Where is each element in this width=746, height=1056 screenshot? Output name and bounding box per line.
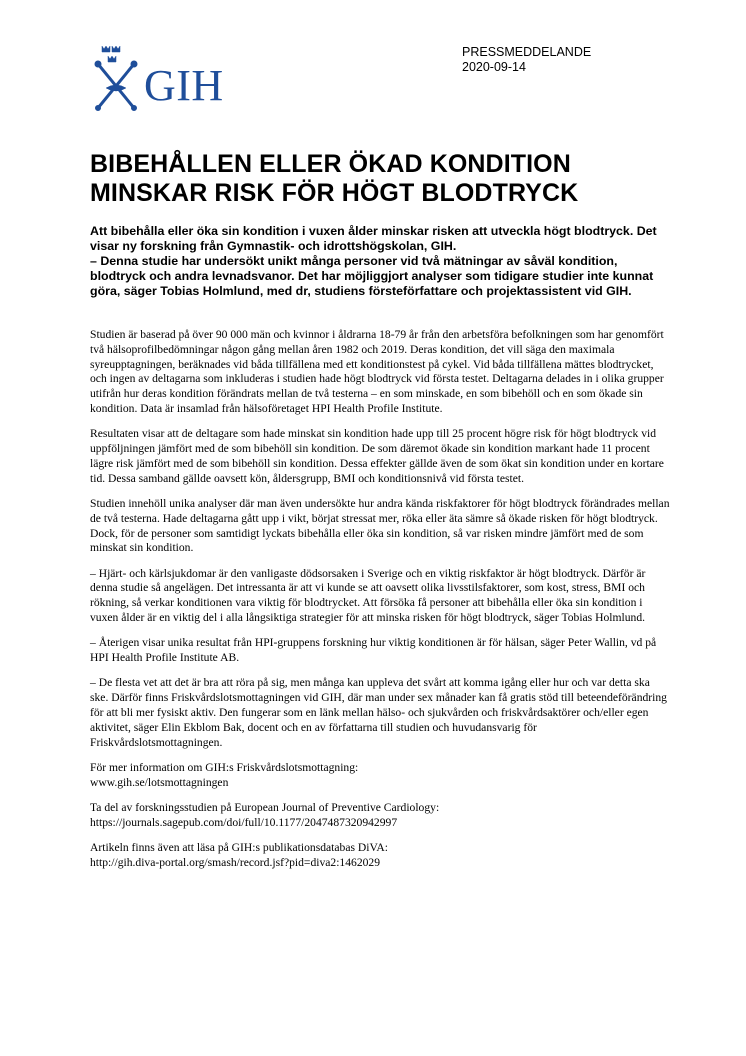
lead-text-1: Att bibehålla eller öka sin kondition i vuxen ålder minskar risken att utveckla högt blodtryck. Det visar ny forskning från Gymnastik- och idrottshögskolan, GIH. bbox=[90, 224, 657, 254]
body-paragraph-2: Resultaten visar att de deltagare som hade minskat sin kondition hade upp till 25 procent högre risk för högt blodtryck vid uppföljningen jämfört med de som bibehöll sin kondition. De som däremot ökade sin kondition markant hade 11 procent lägre risk jämfört med de som bibehöll sin kondition. Dessa effekter gällde även de som ökat sin kondition under en kortare tid. Dessa samband gällde oavsett kön, åldersgrupp, BMI och konditionsnivå vid första testet. bbox=[90, 427, 664, 485]
info-lotsmottagning bbox=[90, 761, 670, 791]
quote-ekblom-bak: – De flesta vet att det är bra att röra på sig, men många kan uppleva det svårt att komma igång eller hur och var detta ska ske. Därför finns Friskvårdslotsmottagningen vid GIH, där man under sex månader kan få gratis stöd till beteendeförändring för att bli mer fysiskt aktiv. Den fungerar som en länk mellan hälso- och sjukvården och friskvårdsaktörer och/eller egen aktivitet, säger Elin Ekblom Bak, docent och en av författarna till studien och huvudansvarig för Friskvårdslotsmottagningen. bbox=[90, 676, 667, 749]
body-paragraph-3: Studien innehöll unika analyser där man även undersökte hur andra kända riskfaktorer för högt blodtryck förändrades mellan de två testerna. Hade deltagarna gått upp i vikt, börjat stressat mer, röka eller äta sämre så ökade risken för högt blodtryck. Dock, för de personer som samtidigt lyckats bibehålla eller öka sin kondition, så var risken mindre jämfört med de som minskat sin kondition. bbox=[90, 496, 670, 555]
quote-holmlund: – Hjärt- och kärlsjukdomar är den vanligaste dödsorsaken i Sverige och en viktig riskfaktor är högt blodtryck. Därför är denna studie så angelägen. Det intressanta är att vi kunde se att oavsett olika livsstilsfaktorer, som kost, stress, BMI och rökning, så verkar konditionen vara viktig för blodtrycket. Att försöka få personer att bibehålla eller öka sin kondition i vuxen ålder är en viktig del i alla långsiktiga strategier för att minska risken för högt blodtryck, säger Tobias Holmlund. bbox=[90, 566, 646, 625]
diva-link[interactable]: http://gih.diva-portal.org/smash/record.jsf?pid=diva2:1462029 bbox=[90, 855, 381, 869]
info-lotsmottagning-text: För mer information om GIH:s Friskvårdslotsmottagning: bbox=[90, 760, 359, 774]
headline bbox=[90, 150, 690, 208]
body-paragraph-1: Studien är baserad på över 90 000 män och kvinnor i åldrarna 18-79 år från den arbetsföra befolkningen som har genomfört två hälsoprofilbedömningar någon gång mellan åren 1982 och 2019. Deras kondition, det vill säga den maximala syreupptagningen, beräknades vid båda tillfällena med ett konditionstest på cykel. Vid båda tillfällena mättes blodtrycket, och ingen av deltagarna som inkluderas i studien hade högt blodtryck vid första testet. Deltagarna delades in i olika grupper utifrån hur deras kondition förändrats mellan de två testerna – en som minskade, en som bibehöll och en som ökade sin kondition. Data är insamlad från hälsoföretaget HPI Health Profile Institute. bbox=[90, 328, 664, 415]
gih-logo bbox=[92, 42, 252, 114]
doc-type: PRESSMEDDELANDE bbox=[462, 45, 592, 59]
info-study-text: Ta del av forskningsstudien på European Journal of Preventive Cardiology: bbox=[90, 801, 440, 815]
press-release-header bbox=[462, 45, 591, 75]
crossed-batons-three-crowns-icon bbox=[92, 42, 144, 114]
lotsmottagning-link[interactable]: www.gih.se/lotsmottagningen bbox=[90, 775, 229, 789]
body-text bbox=[90, 328, 670, 871]
lead-text-2: – Denna studie har undersökt unikt många personer vid två mätningar av såväl kondition, blodtryck och andra levnadsvanor. Det har möjliggjort analyser som tidigare studier inte kunnat göra, säger Tobias Holmlund, med dr, studiens försteförfattare och projektassistent vid GIH. bbox=[90, 254, 654, 299]
release-date: 2020-09-14 bbox=[462, 60, 526, 74]
quote-wallin: – Återigen visar unika resultat från HPI-gruppens forskning hur viktig konditionen är för hälsan, säger Peter Wallin, vd på HPI Health Profile Institute AB. bbox=[90, 636, 657, 665]
info-study bbox=[90, 801, 670, 831]
study-link[interactable]: https://journals.sagepub.com/doi/full/10.1177/2047487320942997 bbox=[90, 815, 398, 829]
headline-line-1: BIBEHÅLLEN ELLER ÖKAD KONDITION bbox=[90, 150, 571, 178]
lead-paragraph bbox=[90, 224, 670, 299]
logo-text: GIH bbox=[144, 61, 224, 110]
info-diva-text: Artikeln finns även att läsa på GIH:s publikationsdatabas DiVA: bbox=[90, 841, 388, 855]
info-diva bbox=[90, 841, 670, 871]
headline-line-2: MINSKAR RISK FÖR HÖGT BLODTRYCK bbox=[90, 179, 579, 207]
